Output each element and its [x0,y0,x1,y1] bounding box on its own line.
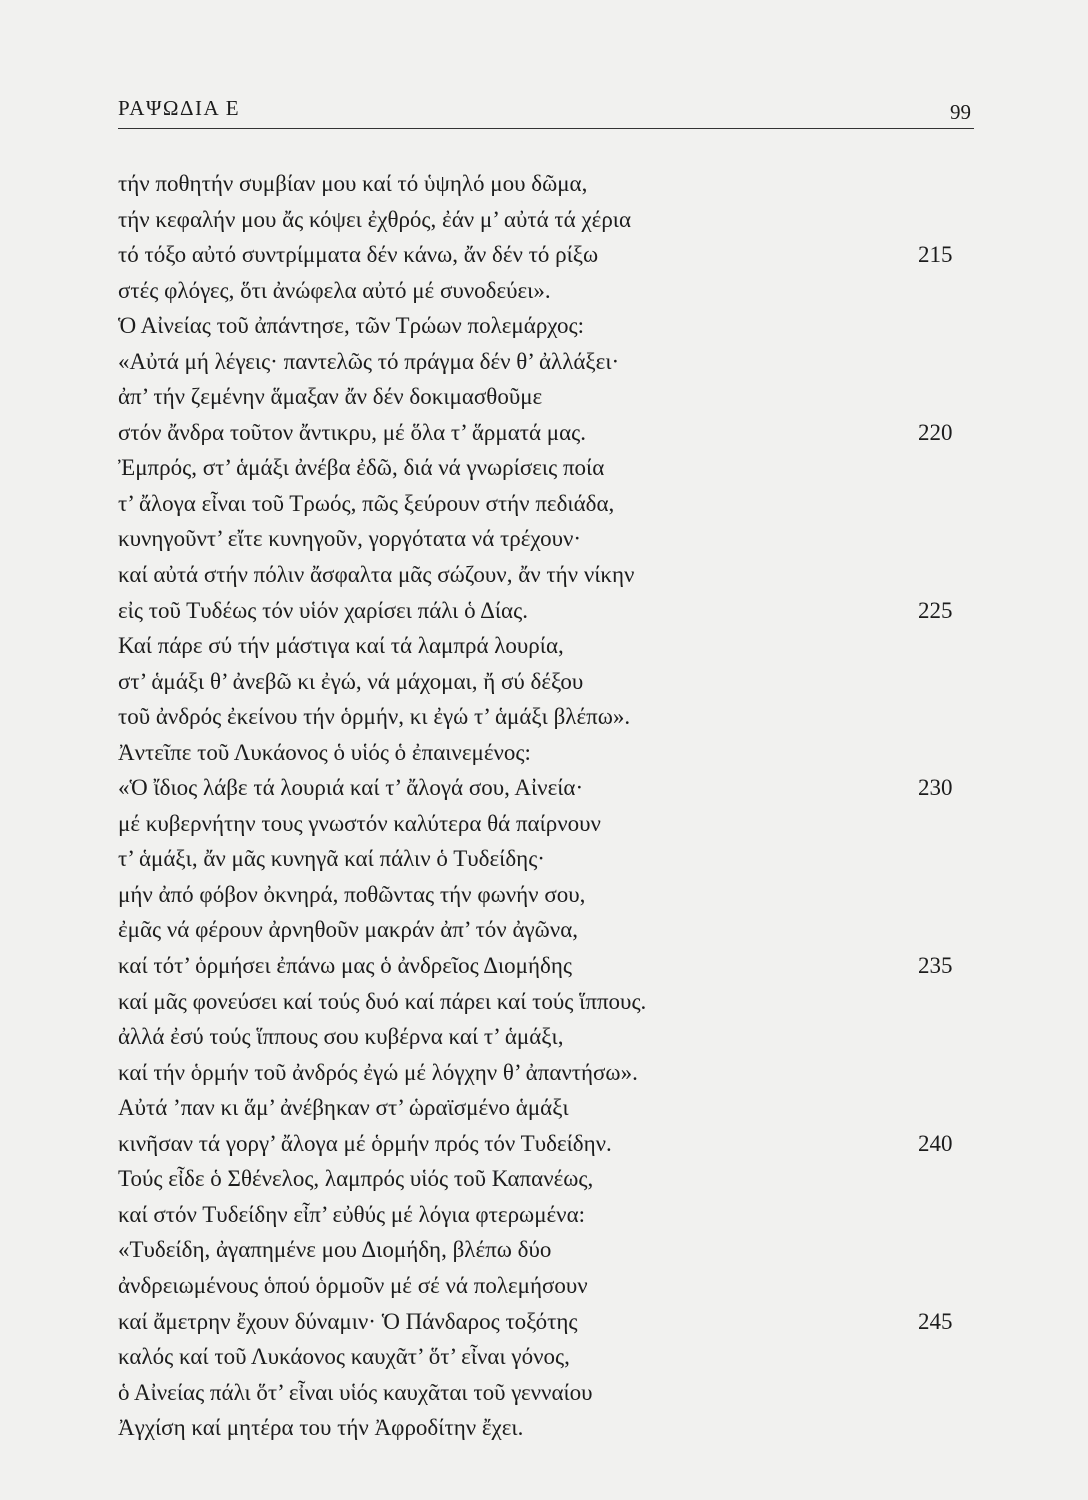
verse-line [118,984,974,1020]
verse-number: 235 [918,953,953,979]
verse-line [118,415,974,451]
verse-line [118,1304,974,1340]
verse-text: «Αὐτά μή λέγεις· παντελῶς τό πράγμα δέν θ’ ἀλλάξει· [118,348,620,374]
verse-number: 225 [918,597,953,623]
verse-text: τήν κεφαλήν μου ἄς κόψει ἐχθρός, ἐάν μ’ αὐτά τά χέρια [118,206,632,232]
verse-line [118,841,974,877]
verse-text: καί στόν Τυδείδην εἶπ’ εὐθύς μέ λόγια φτερωμένα: [118,1201,586,1227]
verse-line [118,1055,974,1091]
verse-line [118,486,974,522]
verse-text: «Τυδείδη, ἀγαπημένε μου Διομήδη, βλέπω δύο [118,1237,552,1263]
verse-line [118,237,974,273]
verse-text: κυνηγοῦντ’ εἴτε κυνηγοῦν, γοργότατα νά τρέχουν· [118,526,582,552]
verse-text: καί τότ’ ὁρμήσει ἐπάνω μας ὁ ἀνδρεῖος Διομήδης [118,953,573,979]
verse-text: Ἀγχίση καί μητέρα του τήν Ἀφροδίτην ἔχει. [118,1415,524,1441]
verse-line [118,1410,974,1446]
verse-line [118,557,974,593]
verse-line [118,664,974,700]
verse-line [118,770,974,806]
verse-line [118,273,974,309]
verse-line [118,1019,974,1055]
verse-text: ὁ Αἰνείας πάλι ὅτ’ εἶναι υἱός καυχᾶται τοῦ γενναίου [118,1379,593,1405]
verse-text: καλός καί τοῦ Λυκάονος καυχᾶτ’ ὅτ’ εἶναι γόνος, [118,1344,570,1370]
verse-line [118,1197,974,1233]
header-rule [118,128,974,129]
verse-line [118,1090,974,1126]
verse-line [118,699,974,735]
verse-text: Αὐτά ’παν κι ἅμ’ ἀνέβηκαν στ’ ὡραϊσμένο ἁμάξι [118,1095,569,1121]
verse-text: τ’ ἁμάξι, ἄν μᾶς κυνηγᾶ καί πάλιν ὁ Τυδείδης· [118,846,545,872]
verse-text: Ὁ Αἰνείας τοῦ ἀπάντησε, τῶν Τρώων πολεμάρχος: [118,313,584,339]
verse-text: κινῆσαν τά γοργ’ ἄλογα μέ ὁρμήν πρός τόν Τυδείδην. [118,1130,612,1156]
verse-line [118,735,974,771]
verse-line [118,628,974,664]
verse-text: ἀλλά ἐσύ τούς ἵππους σου κυβέρνα καί τ’ ἁμάξι, [118,1024,564,1050]
verse-text: Τούς εἶδε ὁ Σθένελος, λαμπρός υἱός τοῦ Καπανέως, [118,1166,594,1192]
verse-line [118,308,974,344]
verse-text: καί μᾶς φονεύσει καί τούς δυό καί πάρει καί τούς ἵππους. [118,988,647,1014]
verse-number: 230 [918,775,953,801]
verse-line [118,593,974,629]
verse-text: Ἀντεῖπε τοῦ Λυκάονος ὁ υἱός ὁ ἐπαινεμένος: [118,739,531,765]
verse-text: τ’ ἄλογα εἶναι τοῦ Τρωός, πῶς ξεύρουν στήν πεδιάδα, [118,490,615,516]
verse-line [118,1268,974,1304]
verse-text: «Ὁ ἴδιος λάβε τά λουριά καί τ’ ἄλογά σου, Αἰνεία· [118,775,584,801]
verse-line [118,806,974,842]
verse-line [118,450,974,486]
page-number: 99 [950,100,971,124]
running-head-title: ΡΑΨΩΔΙΑ Ε [118,96,241,120]
verse-text: στόν ἄνδρα τοῦτον ἄντικρυ, μέ ὅλα τ’ ἅρματά μας. [118,419,587,445]
verse-text: εἰς τοῦ Τυδέως τόν υἱόν χαρίσει πάλι ὁ Δίας. [118,597,528,623]
verse-text: τοῦ ἀνδρός ἐκείνου τήν ὁρμήν, κι ἐγώ τ’ ἁμάξι βλέπω». [118,704,631,730]
verse-text: μήν ἀπό φόβον ὀκνηρά, ποθῶντας τήν φωνήν σου, [118,881,586,907]
verse-line [118,877,974,913]
verse-line [118,912,974,948]
verse-line [118,1339,974,1375]
verse-number: 220 [918,419,953,445]
verse-text: ἀνδρειωμένους ὁπού ὁρμοῦν μέ σέ νά πολεμήσουν [118,1272,588,1298]
verse-text: καί ἄμετρην ἔχουν δύναμιν· Ὁ Πάνδαρος τοξότης [118,1308,578,1334]
verse-line [118,202,974,238]
verse-line [118,1232,974,1268]
verse-text: Καί πάρε σύ τήν μάστιγα καί τά λαμπρά λουρία, [118,633,564,659]
verse-number: 240 [918,1130,953,1156]
verse-text: μέ κυβερνήτην τους γνωστόν καλύτερα θά παίρνουν [118,810,601,836]
verse-text: ἀπ’ τήν ζεμένην ἅμαξαν ἄν δέν δοκιμασθοῦμε [118,384,543,410]
verse-text: στ’ ἁμάξι θ’ ἀνεβῶ κι ἐγώ, νά μάχομαι, ἤ σύ δέξου [118,668,584,694]
verse-number: 215 [918,242,953,268]
verse-text: τήν ποθητήν συμβίαν μου καί τό ὑψηλό μου δῶμα, [118,171,588,196]
verse-line [118,1126,974,1162]
verse-text: στές φλόγες, ὅτι ἀνώφελα αὐτό μέ συνοδεύει». [118,277,551,303]
verse-line [118,1161,974,1197]
verse-line [118,521,974,557]
verse-text: καί αὐτά στήν πόλιν ἄσφαλτα μᾶς σώζουν, ἄν τήν νίκην [118,562,635,588]
verse-line [118,1375,974,1411]
verse-text: Ἐμπρός, στ’ ἁμάξι ἀνέβα ἐδῶ, διά νά γνωρίσεις ποία [118,455,605,481]
verse-number: 245 [918,1308,953,1334]
verse-line [118,344,974,380]
verse-line [118,948,974,984]
verse-text: τό τόξο αὐτό συντρίμματα δέν κάνω, ἄν δέν τό ρίξω [118,242,599,268]
verse-text: καί τήν ὁρμήν τοῦ ἀνδρός ἐγώ μέ λόγχην θ’ ἀπαντήσω». [118,1059,638,1085]
verse-text: ἐμᾶς νά φέρουν ἀρνηθοῦν μακράν ἀπ’ τόν ἀγῶνα, [118,917,579,943]
verse-line [118,166,974,202]
verse-list [118,166,974,1446]
verse-line [118,379,974,415]
